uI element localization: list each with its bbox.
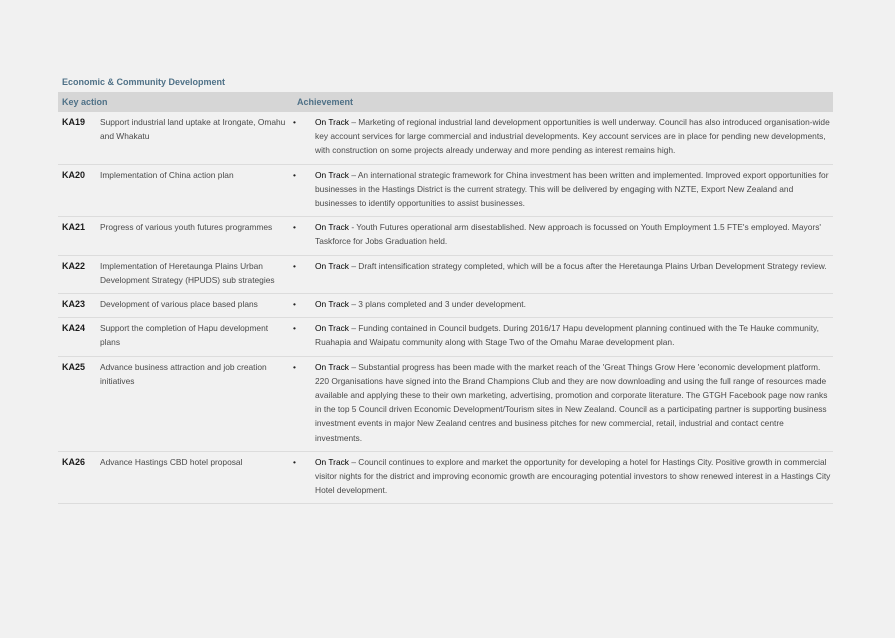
achievement-text: – 3 plans completed and 3 under development. — [349, 299, 526, 310]
achievement-header: Achievement — [293, 92, 833, 112]
action-description: Implementation of China action plan — [98, 164, 293, 217]
status-label: On Track — [315, 299, 349, 310]
section-title: Economic & Community Development — [62, 77, 226, 87]
action-description: Support industrial land uptake at Irongate, Omahu and Whakatu — [98, 112, 293, 164]
achievement-cell — [313, 294, 833, 318]
action-code: KA24 — [58, 318, 98, 356]
key-actions-table — [58, 92, 833, 504]
bullet-icon: • — [293, 217, 313, 255]
action-code: KA26 — [58, 451, 98, 504]
table-header-row — [58, 92, 833, 112]
table-row — [58, 217, 833, 255]
status-label: On Track — [315, 456, 349, 467]
achievement-cell — [313, 112, 833, 164]
achievement-text: – Council continues to explore and market the opportunity for developing a hotel for Hastings City. Positive growth in commercial visitor nights for the district and improving economic growth are encouraging potential investors to show renewed interest in a Hastings City Hotel development. — [315, 456, 831, 496]
status-label: On Track — [315, 260, 349, 271]
status-label: On Track — [315, 169, 349, 180]
bullet-icon: • — [293, 164, 313, 217]
key-action-header: Key action — [58, 92, 293, 112]
bullet-icon: • — [293, 294, 313, 318]
table-row — [58, 112, 833, 164]
status-label: On Track — [315, 222, 349, 233]
action-code: KA20 — [58, 164, 98, 217]
table-row — [58, 451, 833, 504]
table-row — [58, 318, 833, 356]
action-description: Support the completion of Hapu development plans — [98, 318, 293, 356]
achievement-text: – Marketing of regional industrial land development opportunities is well underway. Council has also introduced organisation-wide key account services for large commercial and industrial developments. Key account services are in place for pending new developments, with construction on some projects already underway and more pending as interest remains high. — [315, 117, 830, 156]
action-code: KA19 — [58, 112, 98, 164]
status-label: On Track — [315, 117, 349, 127]
achievement-cell — [313, 451, 833, 504]
action-code: KA23 — [58, 294, 98, 318]
achievement-cell — [313, 318, 833, 356]
action-description: Development of various place based plans — [98, 294, 293, 318]
action-code: KA25 — [58, 356, 98, 451]
bullet-icon: • — [293, 318, 313, 356]
achievement-cell — [313, 217, 833, 255]
table-row — [58, 164, 833, 217]
achievement-cell — [313, 356, 833, 451]
bullet-icon: • — [293, 112, 313, 164]
achievement-cell — [313, 255, 833, 293]
achievement-text: - Youth Futures operational arm disestablished. New approach is focussed on Youth Employment 1.5 FTE's employed. Mayors' Taskforce for Jobs Graduation held. — [315, 222, 821, 247]
status-label: On Track — [315, 361, 349, 372]
bullet-icon: • — [293, 255, 313, 293]
action-description: Advance Hastings CBD hotel proposal — [98, 451, 293, 504]
achievement-cell — [313, 164, 833, 217]
achievement-text: – Draft intensification strategy completed, which will be a focus after the Heretaunga Plains Urban Development Strategy review. — [349, 260, 827, 271]
table-row — [58, 294, 833, 318]
achievement-text: – An international strategic framework for China investment has been written and implemented. Improved export opportunities for businesses in the Hastings District is the current strategy. This will be delivered by engaging with NZTE, Export New Zealand and businesses to identify opportunities to assist businesses. — [315, 169, 829, 209]
achievement-text: – Substantial progress has been made with the market reach of the 'Great Things Grow Here 'economic development platform. 220 Organisations have signed into the Brand Champions Club and they are now downloading and using the full range of resources made available and applying these to their own marketing, advertising, promotion and corporate literature. The GTGH Facebook page now ranks in the top 5 Council driven Economic Development/Tourism sites in New Zealand. Council as a participating partner is supporting business investment events in major New Zealand centres and business pitches for new commercial, retail, industrial and contact centre investments. — [315, 361, 828, 443]
bullet-icon: • — [293, 451, 313, 504]
bullet-icon: • — [293, 356, 313, 451]
action-description: Implementation of Heretaunga Plains Urban Development Strategy (HPUDS) sub strategies — [98, 255, 293, 293]
action-code: KA21 — [58, 217, 98, 255]
status-label: On Track — [315, 323, 349, 334]
action-code: KA22 — [58, 255, 98, 293]
table-row — [58, 255, 833, 293]
action-description: Advance business attraction and job creation initiatives — [98, 356, 293, 451]
achievement-text: – Funding contained in Council budgets. During 2016/17 Hapu development planning continued with the Te Hauke community, Ruahapia and Waipatu community along with Stage Two of the Omahu Marae development plan. — [315, 323, 819, 348]
action-description: Progress of various youth futures programmes — [98, 217, 293, 255]
table-row — [58, 356, 833, 451]
